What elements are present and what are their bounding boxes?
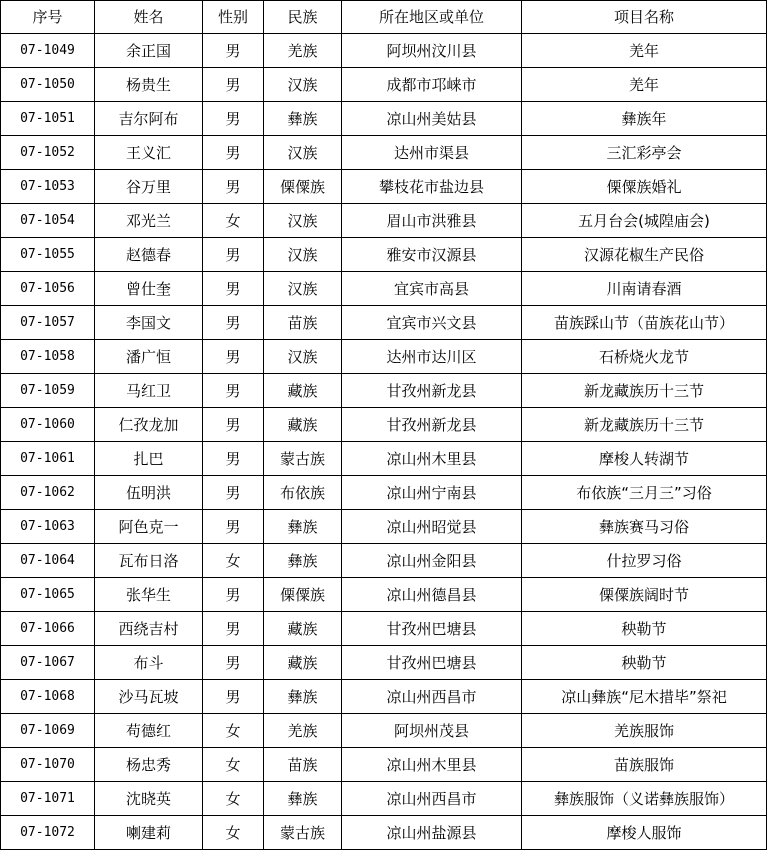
- cell-ethnicity: 羌族: [264, 34, 342, 68]
- cell-region-or-unit: 宜宾市高县: [342, 272, 522, 306]
- header-ethnicity: 民族: [264, 1, 342, 34]
- cell-serial-number: 07-1072: [1, 816, 95, 850]
- table-row: [1, 714, 767, 748]
- cell-region-or-unit: 凉山州西昌市: [342, 782, 522, 816]
- cell-ethnicity: 汉族: [264, 136, 342, 170]
- cell-serial-number: 07-1061: [1, 442, 95, 476]
- cell-gender: 女: [203, 748, 264, 782]
- cell-gender: 男: [203, 476, 264, 510]
- cell-region-or-unit: 甘孜州新龙县: [342, 374, 522, 408]
- cell-region-or-unit: 凉山州金阳县: [342, 544, 522, 578]
- cell-gender: 男: [203, 510, 264, 544]
- table-row: [1, 612, 767, 646]
- cell-region-or-unit: 达州市达川区: [342, 340, 522, 374]
- cell-gender: 女: [203, 544, 264, 578]
- header-row: [1, 1, 767, 34]
- cell-serial-number: 07-1063: [1, 510, 95, 544]
- cell-name: 杨贵生: [95, 68, 203, 102]
- table-row: [1, 204, 767, 238]
- table-row: [1, 680, 767, 714]
- cell-project-name: 苗族服饰: [522, 748, 767, 782]
- cell-serial-number: 07-1052: [1, 136, 95, 170]
- table-row: [1, 136, 767, 170]
- cell-project-name: 秧勒节: [522, 646, 767, 680]
- cell-serial-number: 07-1054: [1, 204, 95, 238]
- cell-name: 余正国: [95, 34, 203, 68]
- cell-gender: 男: [203, 102, 264, 136]
- cell-ethnicity: 藏族: [264, 408, 342, 442]
- cell-serial-number: 07-1065: [1, 578, 95, 612]
- cell-project-name: 苗族踩山节（苗族花山节）: [522, 306, 767, 340]
- cell-region-or-unit: 成都市邛崃市: [342, 68, 522, 102]
- table-row: [1, 748, 767, 782]
- cell-gender: 男: [203, 578, 264, 612]
- table-row: [1, 646, 767, 680]
- header-gender: 性别: [203, 1, 264, 34]
- cell-name: 王义汇: [95, 136, 203, 170]
- cell-gender: 男: [203, 238, 264, 272]
- cell-serial-number: 07-1057: [1, 306, 95, 340]
- cell-project-name: 凉山彝族“尼木措毕”祭祀: [522, 680, 767, 714]
- cell-region-or-unit: 眉山市洪雅县: [342, 204, 522, 238]
- cell-gender: 男: [203, 34, 264, 68]
- cell-region-or-unit: 甘孜州新龙县: [342, 408, 522, 442]
- cell-serial-number: 07-1062: [1, 476, 95, 510]
- cell-serial-number: 07-1064: [1, 544, 95, 578]
- cell-project-name: 什拉罗习俗: [522, 544, 767, 578]
- cell-name: 瓦布日洛: [95, 544, 203, 578]
- cell-serial-number: 07-1068: [1, 680, 95, 714]
- cell-ethnicity: 蒙古族: [264, 442, 342, 476]
- cell-name: 沙马瓦坡: [95, 680, 203, 714]
- cell-region-or-unit: 甘孜州巴塘县: [342, 612, 522, 646]
- cell-project-name: 五月台会(城隍庙会): [522, 204, 767, 238]
- table-row: [1, 578, 767, 612]
- cell-gender: 男: [203, 272, 264, 306]
- table-row: [1, 544, 767, 578]
- table-row: [1, 374, 767, 408]
- cell-ethnicity: 彝族: [264, 510, 342, 544]
- cell-gender: 女: [203, 204, 264, 238]
- cell-project-name: 彝族赛马习俗: [522, 510, 767, 544]
- table-row: [1, 272, 767, 306]
- table-row: [1, 102, 767, 136]
- cell-serial-number: 07-1071: [1, 782, 95, 816]
- table-row: [1, 306, 767, 340]
- cell-project-name: 新龙藏族历十三节: [522, 374, 767, 408]
- cell-region-or-unit: 雅安市汉源县: [342, 238, 522, 272]
- cell-project-name: 三汇彩亭会: [522, 136, 767, 170]
- cell-region-or-unit: 达州市渠县: [342, 136, 522, 170]
- cell-project-name: 羌族服饰: [522, 714, 767, 748]
- cell-gender: 男: [203, 646, 264, 680]
- cell-gender: 女: [203, 782, 264, 816]
- cell-region-or-unit: 凉山州木里县: [342, 442, 522, 476]
- cell-region-or-unit: 攀枝花市盐边县: [342, 170, 522, 204]
- cell-project-name: 羌年: [522, 34, 767, 68]
- cell-serial-number: 07-1056: [1, 272, 95, 306]
- cell-region-or-unit: 阿坝州茂县: [342, 714, 522, 748]
- cell-ethnicity: 苗族: [264, 306, 342, 340]
- cell-gender: 男: [203, 306, 264, 340]
- cell-ethnicity: 傈僳族: [264, 578, 342, 612]
- cell-name: 喇建莉: [95, 816, 203, 850]
- cell-serial-number: 07-1067: [1, 646, 95, 680]
- cell-gender: 男: [203, 136, 264, 170]
- table-row: [1, 340, 767, 374]
- cell-ethnicity: 羌族: [264, 714, 342, 748]
- cell-region-or-unit: 甘孜州巴塘县: [342, 646, 522, 680]
- cell-name: 潘广恒: [95, 340, 203, 374]
- cell-name: 赵德春: [95, 238, 203, 272]
- cell-name: 吉尔阿布: [95, 102, 203, 136]
- table-row: [1, 816, 767, 850]
- cell-project-name: 彝族服饰（义诺彝族服饰）: [522, 782, 767, 816]
- cell-serial-number: 07-1058: [1, 340, 95, 374]
- cell-ethnicity: 汉族: [264, 272, 342, 306]
- cell-project-name: 摩梭人服饰: [522, 816, 767, 850]
- cell-ethnicity: 汉族: [264, 204, 342, 238]
- cell-ethnicity: 蒙古族: [264, 816, 342, 850]
- cell-region-or-unit: 宜宾市兴文县: [342, 306, 522, 340]
- cell-serial-number: 07-1053: [1, 170, 95, 204]
- cell-region-or-unit: 凉山州德昌县: [342, 578, 522, 612]
- cell-gender: 女: [203, 816, 264, 850]
- cell-gender: 男: [203, 680, 264, 714]
- cell-serial-number: 07-1069: [1, 714, 95, 748]
- cell-name: 伍明洪: [95, 476, 203, 510]
- cell-serial-number: 07-1055: [1, 238, 95, 272]
- cell-project-name: 傈僳族婚礼: [522, 170, 767, 204]
- cell-name: 李国文: [95, 306, 203, 340]
- cell-project-name: 秧勒节: [522, 612, 767, 646]
- header-region-or-unit: 所在地区或单位: [342, 1, 522, 34]
- cell-serial-number: 07-1066: [1, 612, 95, 646]
- table-header: [1, 1, 767, 34]
- header-serial-number: 序号: [1, 1, 95, 34]
- cell-serial-number: 07-1050: [1, 68, 95, 102]
- cell-name: 扎巴: [95, 442, 203, 476]
- cell-serial-number: 07-1070: [1, 748, 95, 782]
- cell-name: 布斗: [95, 646, 203, 680]
- cell-ethnicity: 傈僳族: [264, 170, 342, 204]
- cell-ethnicity: 彝族: [264, 102, 342, 136]
- cell-region-or-unit: 凉山州美姑县: [342, 102, 522, 136]
- table-row: [1, 238, 767, 272]
- cell-project-name: 彝族年: [522, 102, 767, 136]
- cell-ethnicity: 彝族: [264, 544, 342, 578]
- table-row: [1, 170, 767, 204]
- cell-name: 曾仕奎: [95, 272, 203, 306]
- cell-ethnicity: 彝族: [264, 680, 342, 714]
- cell-ethnicity: 汉族: [264, 238, 342, 272]
- cell-serial-number: 07-1060: [1, 408, 95, 442]
- table-row: [1, 34, 767, 68]
- cell-region-or-unit: 凉山州宁南县: [342, 476, 522, 510]
- cell-gender: 男: [203, 374, 264, 408]
- cell-project-name: 傈僳族阔时节: [522, 578, 767, 612]
- cell-region-or-unit: 凉山州昭觉县: [342, 510, 522, 544]
- table-body: [1, 34, 767, 850]
- cell-ethnicity: 藏族: [264, 612, 342, 646]
- cell-region-or-unit: 凉山州木里县: [342, 748, 522, 782]
- table-row: [1, 68, 767, 102]
- cell-serial-number: 07-1049: [1, 34, 95, 68]
- cell-name: 马红卫: [95, 374, 203, 408]
- cell-gender: 男: [203, 68, 264, 102]
- cell-region-or-unit: 阿坝州汶川县: [342, 34, 522, 68]
- cell-region-or-unit: 凉山州盐源县: [342, 816, 522, 850]
- header-project-name: 项目名称: [522, 1, 767, 34]
- cell-ethnicity: 汉族: [264, 68, 342, 102]
- table-row: [1, 476, 767, 510]
- cell-name: 沈晓英: [95, 782, 203, 816]
- cell-project-name: 布依族“三月三”习俗: [522, 476, 767, 510]
- header-name: 姓名: [95, 1, 203, 34]
- cell-gender: 男: [203, 170, 264, 204]
- cell-project-name: 摩梭人转湖节: [522, 442, 767, 476]
- table-row: [1, 442, 767, 476]
- cell-ethnicity: 苗族: [264, 748, 342, 782]
- cell-project-name: 川南请春酒: [522, 272, 767, 306]
- cell-gender: 男: [203, 612, 264, 646]
- cell-name: 张华生: [95, 578, 203, 612]
- table-row: [1, 782, 767, 816]
- cell-serial-number: 07-1059: [1, 374, 95, 408]
- cell-name: 苟德红: [95, 714, 203, 748]
- cell-ethnicity: 藏族: [264, 374, 342, 408]
- cell-project-name: 石桥烧火龙节: [522, 340, 767, 374]
- table-row: [1, 408, 767, 442]
- cell-name: 杨忠秀: [95, 748, 203, 782]
- cell-gender: 男: [203, 442, 264, 476]
- cell-project-name: 新龙藏族历十三节: [522, 408, 767, 442]
- cell-name: 谷万里: [95, 170, 203, 204]
- cell-project-name: 羌年: [522, 68, 767, 102]
- cell-region-or-unit: 凉山州西昌市: [342, 680, 522, 714]
- cell-gender: 男: [203, 340, 264, 374]
- cell-project-name: 汉源花椒生产民俗: [522, 238, 767, 272]
- cell-name: 仁孜龙加: [95, 408, 203, 442]
- cell-name: 阿色克一: [95, 510, 203, 544]
- cell-ethnicity: 布依族: [264, 476, 342, 510]
- table-row: [1, 510, 767, 544]
- cell-gender: 女: [203, 714, 264, 748]
- cell-serial-number: 07-1051: [1, 102, 95, 136]
- cell-ethnicity: 藏族: [264, 646, 342, 680]
- cell-ethnicity: 汉族: [264, 340, 342, 374]
- cell-name: 西绕吉村: [95, 612, 203, 646]
- cell-gender: 男: [203, 408, 264, 442]
- cell-name: 邓光兰: [95, 204, 203, 238]
- cell-ethnicity: 彝族: [264, 782, 342, 816]
